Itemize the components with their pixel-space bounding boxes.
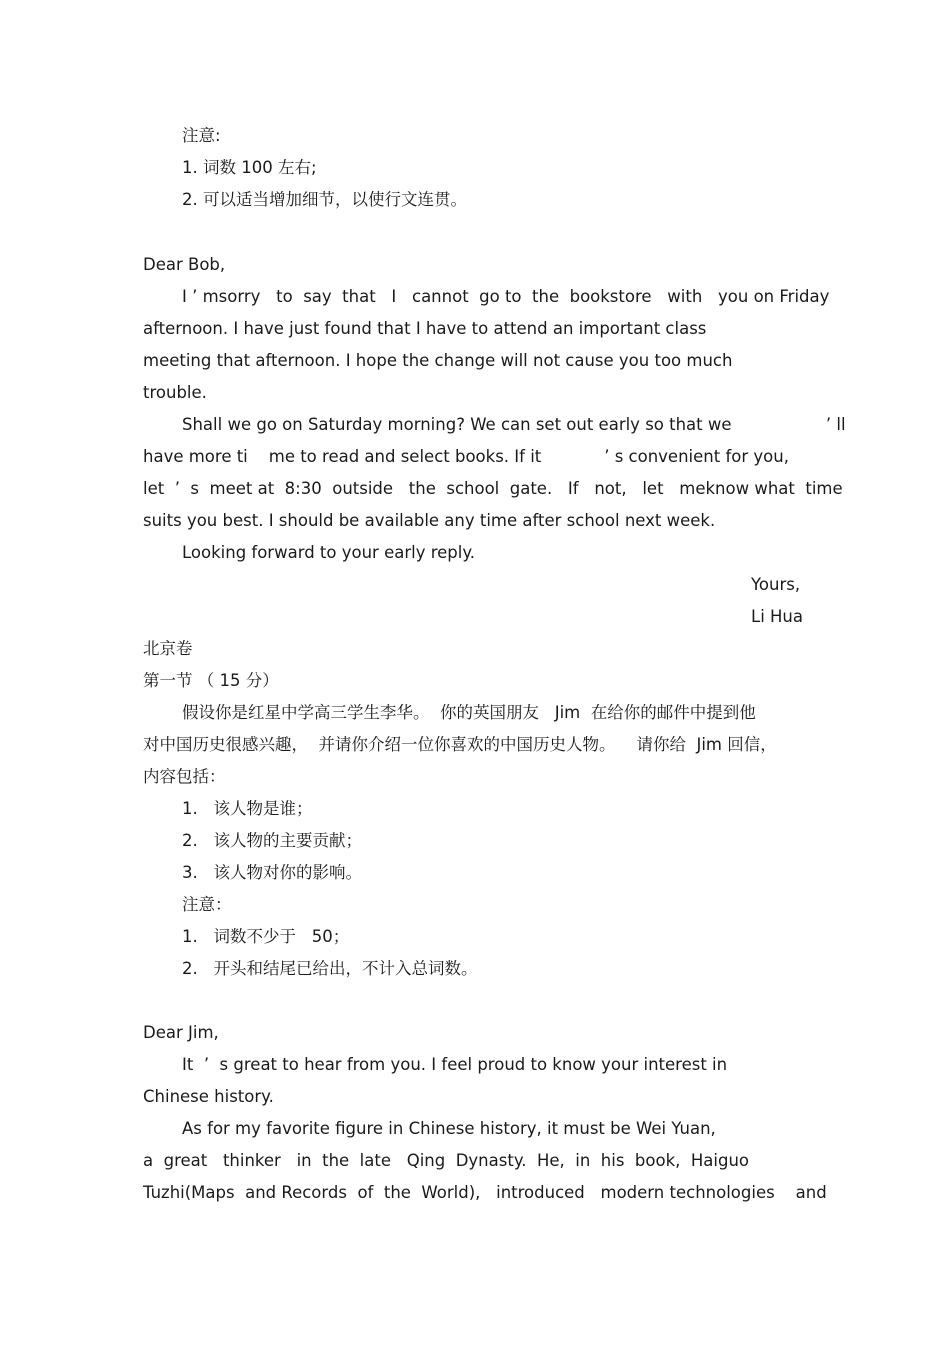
- letter-line: It ’ s great to hear from you. I feel proud to know your interest in: [182, 1055, 728, 1074]
- letter-line: trouble.: [143, 383, 207, 402]
- notes-item: 2. 开头和结尾已给出，不计入总词数。: [182, 959, 478, 978]
- content-item: 2. 该人物的主要贡献；: [182, 831, 362, 850]
- prompt-line: 内容包括：: [143, 767, 226, 786]
- letter-line: have more ti me to read and select books. If it ’ s convenient for you,: [143, 447, 789, 466]
- letter-line: Chinese history.: [143, 1087, 274, 1106]
- letter-line: Looking forward to your early reply.: [182, 543, 475, 562]
- letter-line: afternoon. I have just found that I have to attend an important class: [143, 319, 707, 338]
- section-subtitle: 第一节 （ 15 分）: [143, 671, 279, 690]
- notes-heading: 注意:: [182, 126, 221, 145]
- prompt-line: 对中国历史很感兴趣， 并请你介绍一位你喜欢的中国历史人物。 请你给 Jim 回信，: [143, 735, 777, 754]
- content-item: 3. 该人物对你的影响。: [182, 863, 362, 882]
- letter-salutation: Dear Bob,: [143, 255, 226, 274]
- letter-salutation: Dear Jim,: [143, 1023, 219, 1042]
- letter-line: Shall we go on Saturday morning? We can set out early so that we ’ ll: [182, 415, 846, 434]
- letter-line: a great thinker in the late Qing Dynasty. He, in his book, Haiguo: [143, 1151, 749, 1170]
- letter-line: meeting that afternoon. I hope the change will not cause you too much: [143, 351, 733, 370]
- section-title: 北京卷: [143, 639, 193, 658]
- letter-line: As for my favorite figure in Chinese history, it must be Wei Yuan,: [182, 1119, 716, 1138]
- notes-item: 2. 可以适当增加细节，以使行文连贯。: [182, 190, 467, 209]
- letter-line: let ’ s meet at 8:30 outside the school gate. If not, let meknow what time: [143, 479, 843, 498]
- letter-closing: Yours,: [751, 575, 801, 594]
- letter-line: suits you best. I should be available any time after school next week.: [143, 511, 716, 530]
- notes-item: 1. 词数 100 左右;: [182, 158, 317, 177]
- letter-line: I ’ msorry to say that I cannot go to the bookstore with you on Friday: [182, 287, 830, 306]
- letter-line: Tuzhi(Maps and Records of the World), introduced modern technologies and: [143, 1183, 827, 1202]
- notes-item: 1. 词数不少于 50；: [182, 927, 350, 946]
- letter-signature: Li Hua: [751, 607, 803, 626]
- prompt-line: 假设你是红星中学高三学生李华。 你的英国朋友 Jim 在给你的邮件中提到他: [182, 703, 756, 722]
- content-item: 1. 该人物是谁；: [182, 799, 313, 818]
- notes-heading: 注意：: [182, 895, 232, 914]
